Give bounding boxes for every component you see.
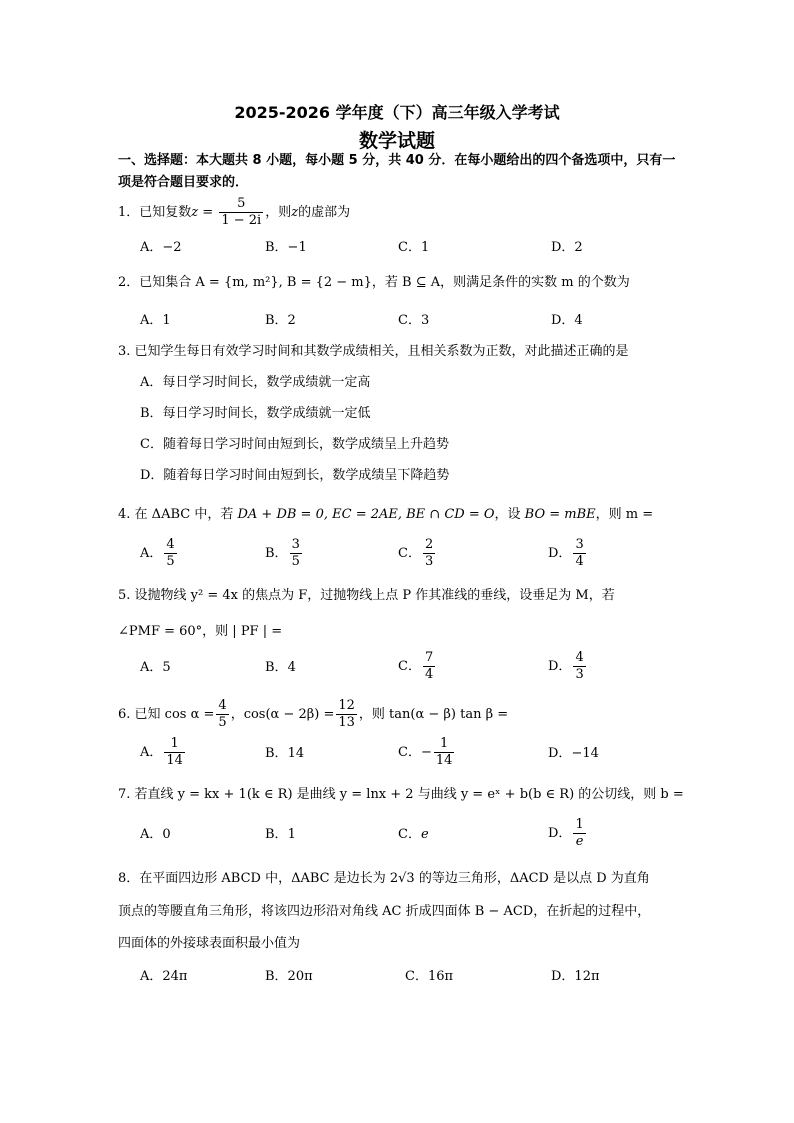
option-d: D．4 xyxy=(551,313,583,328)
option-b: B．每日学习时间长，数学成绩就一定低 xyxy=(140,406,371,421)
question-5-line-2: ∠PMF = 60°，则 | PF | = xyxy=(118,624,283,639)
option-a: A．24π xyxy=(140,969,188,984)
question-5: 5. 设抛物线 y² = 4x 的焦点为 F，过抛物线上点 P 作其准线的垂线，设垂足为 M，若 xyxy=(118,588,615,603)
option-c: C．16π xyxy=(405,969,454,984)
question-number: 5. xyxy=(118,588,131,603)
option-c: C．随着每日学习时间由短到长，数学成绩呈上升趋势 xyxy=(140,437,449,452)
option-d: D．2 xyxy=(551,240,583,255)
option-c: C．e xyxy=(398,827,429,842)
option-b: B． $\frac{3}{5}$ xyxy=(265,537,300,569)
question-8-line-3: 四面体的外接球表面积最小值为 xyxy=(118,936,301,951)
vector-relation: BO = mBE xyxy=(524,507,596,522)
option-b: B．2 xyxy=(265,313,296,328)
question-number: 7. xyxy=(118,787,131,802)
option-a: A．0 xyxy=(140,827,171,842)
question-number: 6. xyxy=(118,707,131,722)
option-a: A．5 xyxy=(140,660,171,675)
vector-condition: DA + DB = 0, EC = 2AE, BE ∩ CD = O xyxy=(237,507,495,522)
option-c: C． $\frac{7}{4}$ xyxy=(398,650,434,682)
option-d: D．−14 xyxy=(548,746,599,761)
option-d: D． $\frac{4}{3}$ xyxy=(548,650,584,682)
question-7: 7. 若直线 y = kx + 1(k ∈ R) 是曲线 y = lnx + 2 与曲线 y = eˣ + b(b ∈ R) 的公切线，则 b = xyxy=(118,787,684,802)
question-1: 1．已知复数z = $\frac{5}{1 - 2i}$ ，则z的虚部为 xyxy=(118,196,351,228)
option-d: D． $\frac{3}{4}$ xyxy=(548,537,584,569)
option-b: B．1 xyxy=(265,827,296,842)
option-d: D．12π xyxy=(551,969,600,984)
option-c: C．3 xyxy=(398,313,430,328)
option-a: A． $\frac{1}{14}$ xyxy=(140,736,183,768)
option-a: A．每日学习时间长，数学成绩就一定高 xyxy=(140,375,371,390)
option-c: C．1 xyxy=(398,240,430,255)
question-number: 2． xyxy=(118,275,140,290)
question-8-line-2: 顶点的等腰直角三角形，将该四边形沿对角线 AC 折成四面体 B − ACD，在折起的过程中， xyxy=(118,904,651,919)
option-d: D． $\frac{1}{e}$ xyxy=(548,817,584,849)
option-b: B．14 xyxy=(265,746,305,761)
option-b: B．−1 xyxy=(265,240,307,255)
section-heading: 一、选择题：本大题共 8 小题，每小题 5 分，共 40 分．在每小题给出的四个备选项中，只有一项是符合题目要求的． xyxy=(118,153,676,190)
option-c: C．− $\frac{1}{14}$ xyxy=(398,736,453,768)
option-b: B．20π xyxy=(265,969,313,984)
question-3: 3. 已知学生每日有效学习时间和其数学成绩相关，且相关系数为正数，对此描述正确的是 xyxy=(118,344,629,359)
question-8: 8．在平面四边形 ABCD 中，ΔABC 是边长为 2√3 的等边三角形，ΔACD 是以点 D 为直角 xyxy=(118,871,650,886)
question-4: 4. 在 ΔABC 中，若 DA + DB = 0, EC = 2AE, BE ∩ CD = O，设 BO = mBE，则 m = xyxy=(118,507,654,522)
question-number: 4. xyxy=(118,507,131,522)
option-b: B．4 xyxy=(265,660,296,675)
question-2: 2．已知集合 A = {m, m²}, B = {2 − m}，若 B ⊆ A，则满足条件的实数 m 的个数为 xyxy=(118,275,630,290)
option-c: C． $\frac{2}{3}$ xyxy=(398,537,434,569)
option-d: D．随着每日学习时间由短到长，数学成绩呈下降趋势 xyxy=(140,468,450,483)
question-number: 1． xyxy=(118,205,140,220)
fraction: $\frac{5}{1 - 2i}$ xyxy=(221,196,262,228)
option-a: A． $\frac{4}{5}$ xyxy=(140,537,175,569)
option-a: A．1 xyxy=(140,313,171,328)
exam-title: 2025-2026 学年度（下）高三年级入学考试 xyxy=(234,103,560,122)
question-number: 3. xyxy=(118,344,131,359)
option-a: A．−2 xyxy=(140,240,182,255)
exam-subtitle: 数学试题 xyxy=(358,130,435,152)
question-number: 8． xyxy=(118,871,140,886)
question-6: 6. 已知 cos α = $\frac{4}{5}$ ，cos(α − 2β) = $\frac{12}{13}$ ，则 tan(α − β) tan β = xyxy=(118,698,509,730)
